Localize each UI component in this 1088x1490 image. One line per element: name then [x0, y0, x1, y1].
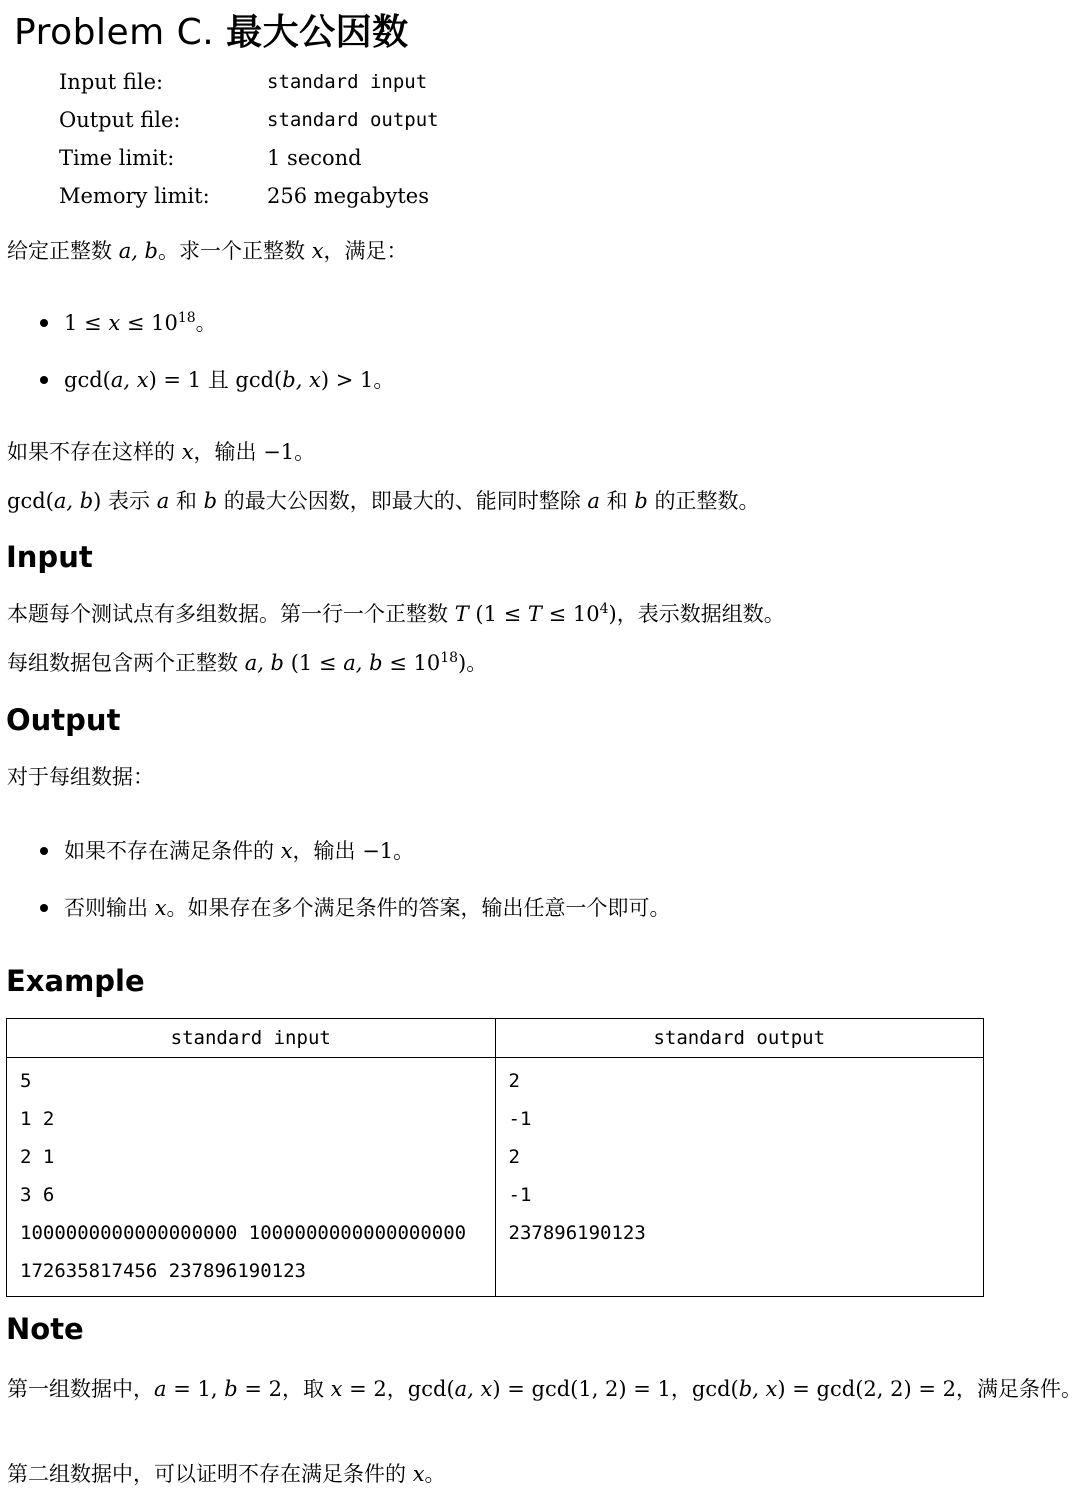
text: (1 ≤ — [468, 602, 528, 626]
text: ，输出 −1。 — [292, 839, 415, 863]
math-var: a, b — [118, 239, 159, 263]
text: 的最大公因数，即最大的、能同时整除 — [217, 489, 588, 513]
text: 。 — [195, 311, 217, 335]
math-var: a — [154, 1377, 167, 1401]
text: )，表示数据组数。 — [608, 602, 785, 626]
output-heading: Output — [6, 703, 121, 737]
text: 如果不存在这样的 — [7, 440, 182, 464]
math-var: x — [154, 896, 167, 920]
text: ) > 1。 — [320, 368, 395, 392]
text: ) 表示 — [93, 489, 157, 513]
math-var: a, b — [53, 489, 94, 513]
output-intro: 对于每组数据： — [7, 765, 154, 789]
text: = 2，取 — [237, 1377, 331, 1401]
note-paragraph-2 — [7, 1459, 446, 1489]
title-name: 最大公因数 — [226, 12, 409, 53]
meta-value: standard output — [267, 109, 439, 131]
math-var: T — [454, 602, 469, 626]
math-var: x — [412, 1462, 425, 1486]
math-var: x — [330, 1377, 343, 1401]
text: 。如果存在多个满足条件的答案，输出任意一个即可。 — [166, 896, 671, 920]
text: gcd( — [64, 368, 111, 392]
math-var: T — [527, 602, 542, 626]
example-output-cell — [495, 1058, 984, 1297]
input-line-2 — [7, 648, 487, 678]
example-output-line: 2 — [508, 1146, 520, 1168]
text: 给定正整数 — [7, 239, 119, 263]
text: = 1, — [166, 1377, 225, 1401]
example-input-line: 2 1 — [20, 1146, 55, 1168]
note-paragraph-1 — [7, 1372, 1082, 1406]
bullet-icon — [40, 376, 48, 384]
example-output-line: 237896190123 — [508, 1222, 646, 1244]
text: 和 — [599, 489, 635, 513]
text: ≤ 10 — [120, 311, 178, 335]
math-var: x — [311, 239, 324, 263]
meta-value: standard input — [267, 71, 428, 93]
math-var: a, b — [343, 651, 383, 675]
text: = 2，gcd( — [342, 1377, 455, 1401]
text: 如果不存在满足条件的 — [64, 839, 281, 863]
input-heading: Input — [6, 540, 93, 574]
example-body-row — [7, 1058, 984, 1297]
math-var: b, x — [738, 1377, 778, 1401]
example-input-line: 5 — [20, 1070, 32, 1092]
text: 1 ≤ — [64, 311, 109, 335]
example-input-line: 172635817456 237896190123 — [20, 1260, 306, 1282]
page-title — [14, 4, 409, 55]
example-input-line: 1 2 — [20, 1108, 55, 1130]
text: (1 ≤ — [284, 651, 344, 675]
title-prefix: Problem C. — [14, 12, 215, 53]
text: ≤ 10 — [382, 651, 441, 675]
exponent: 18 — [440, 650, 459, 666]
bullet-icon — [40, 847, 48, 855]
math-var: a — [156, 489, 170, 513]
text: 否则输出 — [64, 896, 155, 920]
condition-2 — [40, 365, 394, 395]
example-output-line: -1 — [508, 1108, 532, 1130]
text: ，满足： — [323, 239, 408, 263]
text: ) = gcd(2, 2) = 2，满足条件。 — [777, 1377, 1082, 1401]
example-input-cell — [7, 1058, 496, 1297]
example-output-line: 2 — [508, 1070, 520, 1092]
meta-value: 1 second — [267, 146, 362, 170]
example-input-line: 3 6 — [20, 1184, 55, 1206]
example-output-line: -1 — [508, 1184, 532, 1206]
example-header-row — [7, 1019, 984, 1058]
text: 第一组数据中， — [7, 1377, 154, 1401]
math-var: a, b — [244, 651, 285, 675]
meta-key: Output file: — [59, 108, 181, 132]
math-var: x — [108, 311, 121, 335]
meta-key: Time limit: — [59, 146, 175, 170]
text: 。 — [424, 1462, 446, 1486]
text: 本题每个测试点有多组数据。第一行一个正整数 — [7, 602, 455, 626]
text: 的正整数。 — [647, 489, 760, 513]
text: )。 — [458, 651, 488, 675]
math-var: b — [634, 489, 648, 513]
math-var: a, x — [454, 1377, 493, 1401]
statement-gcd-definition — [7, 486, 759, 516]
example-output-header: standard output — [495, 1019, 984, 1058]
bullet-icon — [40, 319, 48, 327]
example-input-header: standard input — [7, 1019, 496, 1058]
output-bullet-2 — [40, 893, 671, 923]
text: ≤ 10 — [541, 602, 600, 626]
input-line-1 — [7, 599, 785, 629]
text: ) = 1 且 gcd( — [148, 368, 283, 392]
example-table — [6, 1018, 984, 1297]
statement-no-exist — [7, 437, 315, 467]
text: 和 — [169, 489, 204, 513]
bullet-icon — [40, 904, 48, 912]
math-var: b, x — [282, 368, 321, 392]
text: ) = gcd(1, 2) = 1，gcd( — [492, 1377, 739, 1401]
exponent: 18 — [177, 310, 196, 326]
text: 。求一个正整数 — [158, 239, 312, 263]
exponent: 4 — [599, 601, 609, 617]
note-heading: Note — [6, 1312, 84, 1346]
meta-key: Input file: — [59, 70, 164, 94]
example-input-line: 1000000000000000000 1000000000000000000 — [20, 1222, 467, 1244]
output-bullet-1 — [40, 836, 414, 866]
math-var: a, x — [110, 368, 149, 392]
math-var: x — [280, 839, 293, 863]
text: gcd( — [7, 489, 54, 513]
example-heading: Example — [6, 964, 145, 998]
math-var: b — [224, 1377, 238, 1401]
text: 第二组数据中，可以证明不存在满足条件的 — [7, 1462, 413, 1486]
meta-value: 256 megabytes — [267, 184, 430, 208]
math-var: a — [587, 489, 600, 513]
math-var: b — [203, 489, 218, 513]
statement-intro — [7, 236, 408, 266]
condition-1 — [40, 308, 217, 338]
meta-key: Memory limit: — [59, 184, 210, 208]
text: 每组数据包含两个正整数 — [7, 651, 245, 675]
math-var: x — [181, 440, 194, 464]
text: ，输出 −1。 — [193, 440, 316, 464]
